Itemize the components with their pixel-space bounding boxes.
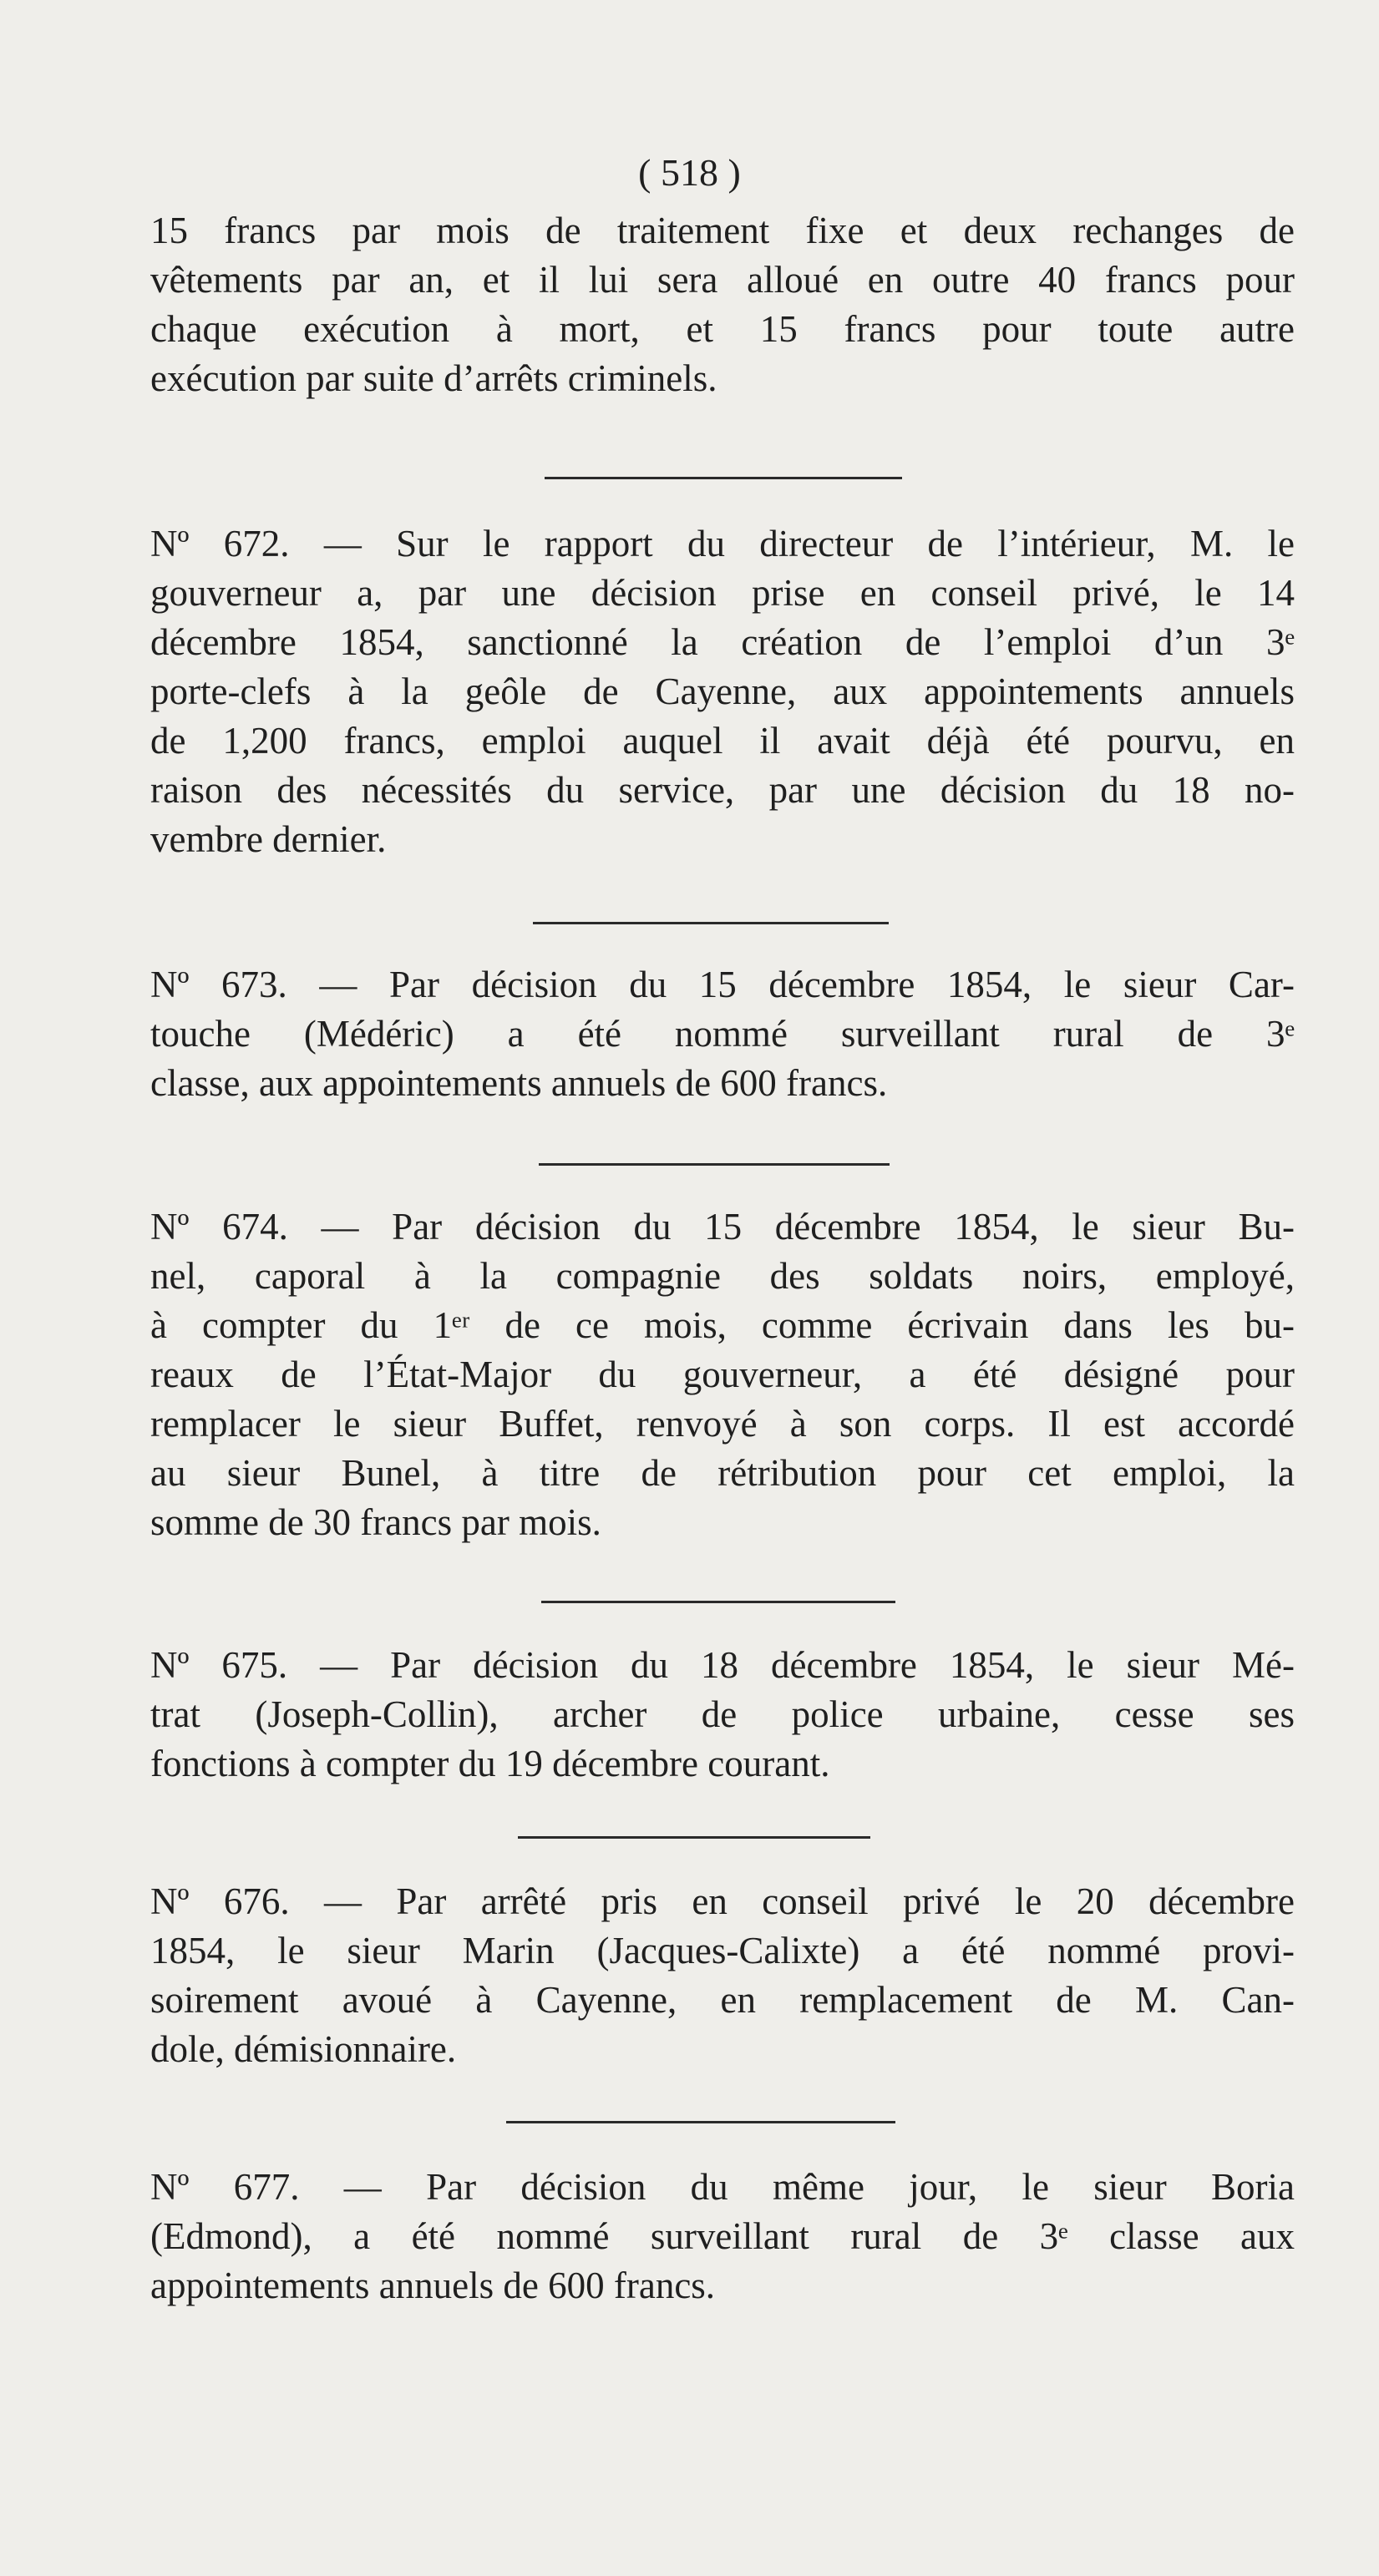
text-line: 15 francs par mois de traitement fixe et deux rechanges de bbox=[150, 210, 1295, 251]
paragraph bbox=[150, 519, 1295, 864]
paragraph bbox=[150, 1202, 1295, 1547]
text-line: Nº 672. — Sur le rapport du directeur de l’intérieur, M. le bbox=[150, 523, 1295, 564]
section-divider bbox=[506, 2121, 895, 2123]
text-line: (Edmond), a été nommé surveillant rural de 3ᵉ classe aux bbox=[150, 2215, 1295, 2257]
text-line: remplacer le sieur Buffet, renvoyé à son corps. Il est accordé bbox=[150, 1403, 1295, 1445]
text-line: raison des nécessités du service, par une décision du 18 no- bbox=[150, 769, 1295, 811]
page-number: ( 518 ) bbox=[638, 151, 741, 194]
text-line: appointements annuels de 600 francs. bbox=[150, 2265, 716, 2306]
text-line: Nº 677. — Par décision du même jour, le sieur Boria bbox=[150, 2166, 1295, 2208]
paragraph bbox=[150, 206, 1295, 403]
paragraph bbox=[150, 1641, 1295, 1789]
text-line: 1854, le sieur Marin (Jacques-Calixte) a été nommé provi- bbox=[150, 1930, 1295, 1971]
text-line: fonctions à compter du 19 décembre courant. bbox=[150, 1743, 830, 1784]
text-line: somme de 30 francs par mois. bbox=[150, 1501, 601, 1543]
text-line: reaux de l’État-Major du gouverneur, a été désigné pour bbox=[150, 1354, 1295, 1395]
text-line: vêtements par an, et il lui sera alloué en outre 40 francs pour bbox=[150, 259, 1295, 301]
text-line: vembre dernier. bbox=[150, 818, 387, 860]
text-line: trat (Joseph-Collin), archer de police urbaine, cesse ses bbox=[150, 1693, 1295, 1735]
text-line: Nº 673. — Par décision du 15 décembre 1854, le sieur Car- bbox=[150, 964, 1295, 1005]
paragraph bbox=[150, 1877, 1295, 2074]
section-divider bbox=[541, 1601, 895, 1603]
section-divider bbox=[518, 1836, 870, 1839]
text-line: Nº 676. — Par arrêté pris en conseil privé le 20 décembre bbox=[150, 1880, 1295, 1922]
text-line: porte-clefs à la geôle de Cayenne, aux appointements annuels bbox=[150, 671, 1295, 712]
text-line: au sieur Bunel, à titre de rétribution pour cet emploi, la bbox=[150, 1452, 1295, 1494]
text-line: dole, démisionnaire. bbox=[150, 2028, 457, 2070]
section-divider bbox=[539, 1163, 890, 1166]
text-line: Nº 674. — Par décision du 15 décembre 1854, le sieur Bu- bbox=[150, 1206, 1295, 1248]
text-line: soirement avoué à Cayenne, en remplacement de M. Can- bbox=[150, 1979, 1295, 2021]
text-line: décembre 1854, sanctionné la création de l’emploi d’un 3ᵉ bbox=[150, 621, 1295, 663]
text-line: de 1,200 francs, emploi auquel il avait déjà été pourvu, en bbox=[150, 720, 1295, 762]
text-line: exécution par suite d’arrêts criminels. bbox=[150, 357, 717, 399]
text-line: nel, caporal à la compagnie des soldats noirs, employé, bbox=[150, 1255, 1295, 1297]
paragraph bbox=[150, 960, 1295, 1108]
text-line: classe, aux appointements annuels de 600 francs. bbox=[150, 1062, 888, 1104]
text-line: gouverneur a, par une décision prise en conseil privé, le 14 bbox=[150, 572, 1295, 614]
text-line: à compter du 1ᵉʳ de ce mois, comme écrivain dans les bu- bbox=[150, 1304, 1295, 1346]
text-line: touche (Médéric) a été nommé surveillant rural de 3ᵉ bbox=[150, 1013, 1295, 1055]
section-divider bbox=[533, 922, 889, 924]
text-line: Nº 675. — Par décision du 18 décembre 1854, le sieur Mé- bbox=[150, 1644, 1295, 1686]
paragraph bbox=[150, 2163, 1295, 2310]
section-divider bbox=[545, 477, 902, 479]
text-line: chaque exécution à mort, et 15 francs pour toute autre bbox=[150, 308, 1295, 350]
